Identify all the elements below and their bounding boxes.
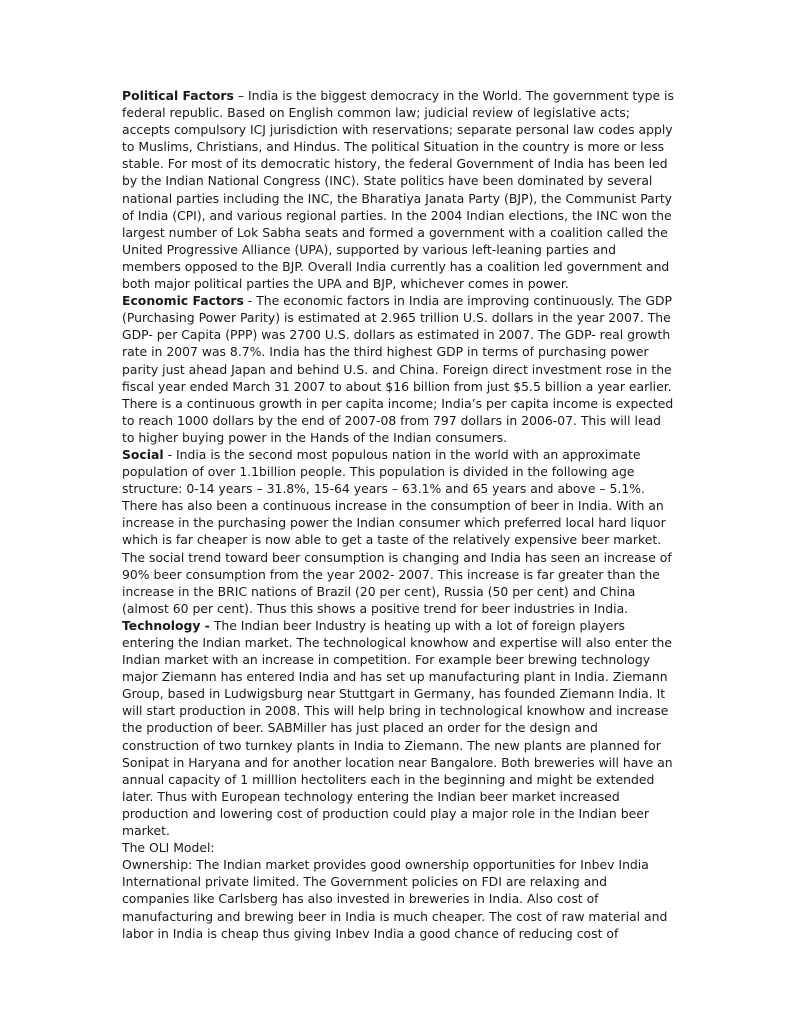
political-factors-paragraph [122, 87, 674, 292]
ownership-paragraph: Ownership: The Indian market provides good ownership opportunities for Inbev India International private limited. The Government policies on FDI are relaxing and companies like Carlsberg has also invested in breweries in India. Also cost of manufacturing and brewing beer in India is much cheaper. The cost of raw material and labor in India is cheap thus giving Inbev India a good chance of reducing cost of [122, 857, 668, 941]
political-factors-text: – India is the biggest democracy in the World. The government type is federal republic. Based on English common law; judicial review of legislative acts; accepts compulsory ICJ jurisdiction with reservations; separate personal law codes apply to Muslims, Christians, and Hindus. The political Situation in the country is more or less stable. For most of its democratic history, the federal Government of India has been led by the Indian National Congress (INC). State politics have been dominated by several national parties including the INC, the Bharatiya Janata Party (BJP), the Communist Party of India (CPI), and various regional parties. In the 2004 Indian elections, the INC won the largest number of Lok Sabha seats and formed a government with a coalition called the United Progressive Alliance (UPA), supported by various left-leaning parties and members opposed to the BJP. Overall India currently has a coalition led government and both major political parties the UPA and BJP, whichever comes in power. [122, 88, 674, 292]
technology-text: The Indian beer Industry is heating up with a lot of foreign players entering the Indian market. The technological knowhow and expertise will also enter the Indian market with an increase in competition. For example beer brewing technology major Ziemann has entered India and has set up manufacturing plant in India. Ziemann Group, based in Ludwigsburg near Stuttgart in Germany, has founded Ziemann India. It will start production in 2008. This will help bring in technological knowhow and increase the production of beer. SABMiller has just placed an order for the design and construction of two turnkey plants in India to Ziemann. The new plants are planned for Sonipat in Haryana and for another location near Bangalore. Both breweries will have an annual capacity of 1 milllion hectoliters each in the beginning and might be extended later. Thus with European technology entering the Indian beer market increased production and lowering cost of production could play a major role in the Indian beer market. [122, 617, 673, 839]
document-page [122, 87, 674, 942]
economic-factors-text: - The economic factors in India are improving continuously. The GDP (Purchasing Power Parity) is estimated at 2.965 trillion U.S. dollars in the year 2007. The GDP- per Capita (PPP) was 2700 U.S. dollars as estimated in 2007. The GDP- real growth rate in 2007 was 8.7%. India has the third highest GDP in terms of purchasing power parity just ahead Japan and behind U.S. and China. Foreign direct investment rose in the fiscal year ended March 31 2007 to about $16 billion from just $5.5 billion a year earlier. There is a continuous growth in per capita income; India’s per capita income is expected to reach 1000 dollars by the end of 2007-08 from 797 dollars in 2006-07. This will lead to higher buying power in the Hands of the Indian consumers. [122, 293, 674, 445]
social-heading: Social [122, 446, 164, 462]
social-text: - India is the second most populous nation in the world with an approximate population of over 1.1billion people. This population is divided in the following age structure: 0-14 years – 31.8%, 15-64 years – 63.1% and 65 years and above – 5.1%. There has also been a continuous increase in the consumption of beer in India. With an increase in the purchasing power the Indian consumer which preferred local hard liquor which is far cheaper is now able to get a taste of the relatively expensive beer market. The social trend toward beer consumption is changing and India has seen an increase of 90% beer consumption from the year 2002- 2007. This increase is far greater than the increase in the BRIC nations of Brazil (20 per cent), Russia (50 per cent) and China (almost 60 per cent). Thus this shows a positive trend for beer industries in India. [122, 446, 672, 616]
technology-paragraph [122, 617, 674, 839]
political-factors-heading: Political Factors [122, 88, 234, 103]
economic-factors-paragraph [122, 292, 674, 446]
technology-heading: Technology - [122, 617, 210, 633]
social-paragraph [122, 446, 674, 617]
oli-model-title: The OLI Model: [122, 840, 215, 856]
economic-factors-heading: Economic Factors [122, 293, 244, 309]
